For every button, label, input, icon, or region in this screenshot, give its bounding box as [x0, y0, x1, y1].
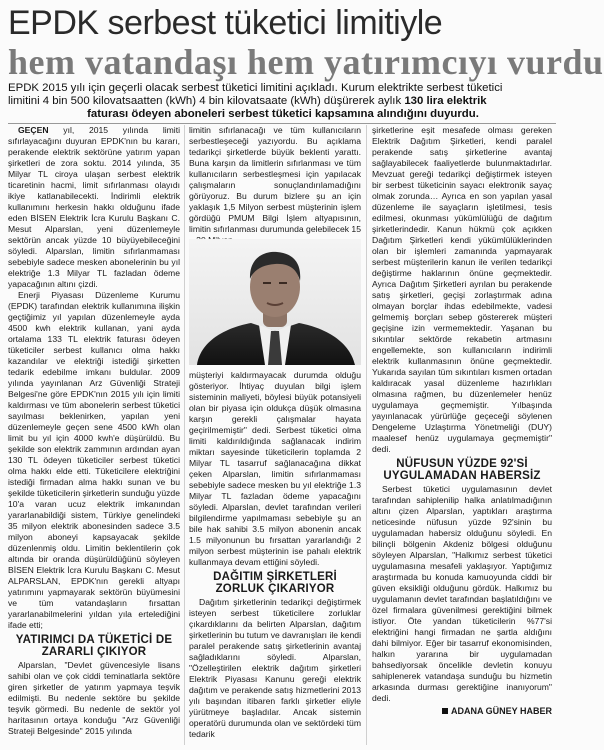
subtitle-line-3: faturası ödeyen aboneleri serbest tüketici kapsamına alındığını duyurdu. [87, 108, 479, 120]
subtitle [8, 82, 558, 121]
subtitle-divider [8, 123, 556, 124]
portrait-photo [189, 239, 361, 365]
subtitle-line-2-bold: 130 lira elektrik [404, 95, 487, 107]
paragraph: limitin sıfırlanacağı ve tüm kullanıcıların serbestleşeceği yazıyordu. Bu açıklama tedarikçi şirketlerde büyük beklenti yarattı. Buna karşın da limitlerin sıfırlanması ve tüm kullanıcıların serbestleşmesi için yapılacak çalışmaların sonuçlandırılamadığını görüyoruz. Bu durum bizlere şu an için yaklaşık 1,5 Milyon serbest müşterinin işlem gördüğü PMUM Bilgi İşlem altyapısının, limitin sıfırlanması durumunda gelebilecek 15 [189, 125, 361, 234]
article-column-2-top [189, 125, 361, 239]
paragraph: şirketlerine eşit mesafede olması gereken Elektrik Dağıtım Şirketleri, kendi paralel perakende satış şirketlerine avantaj sağlayabilecek faaliyetlerde bulunmaktadırlar. Mevzuat gereği tedarikçi değiştirmek isteyen bir serbest tüketicinin sayacı elektronik sayaç olmak zorunda… Ayrıca en son yapılan yasal düzenleme ile sayaçların işletilmesi, tesis edilmesi, okunması yükümlülüğü de dağıtım şirketlerindedir. Kanun hükmü çok açıkken Dağıtım Şirketleri kendi yükümlülüklerinden olan bir işlemleri zamanında yapmayarak serbest müşterilerin kanun ile verilen tedarikçi değiştirme haklarının önüne geçmektedir. Ayrıca Dağıtım Şirketleri ayrılan bu perakende satış şirketleri, geçişi zorlaştırmak adına olmayan borçlar ihdas edebilmekte, vadesi gelmemiş borçları sebep göstererek müşteri geçişine izin vermemektedir. Yaşanan bu sıkıntılar sektörde rekabetin artmasını engellemekte, son kullanıcıların indirimli elektrik kullanmasının önüne geçmektedir. Yukarıda sayılan tüm sıkıntıları kısmen ortadan kaldıracak yasal düzenleme hazırlıkları olmasına rağmen, bu düzenlemeler henüz uygulamaya geçmemiştir. Yılbaşında yayınlanacak yürürlüğe geçeceği söylenen Dengeleme Uzlaştırma Yönetmeliği (DUY) maalesef henüz uygulamaya geçmemiştir" dedi. [372, 125, 552, 454]
square-bullet-icon [442, 708, 448, 714]
paragraph [8, 125, 180, 290]
lead-word: GEÇEN [18, 125, 49, 135]
paragraph: Serbest tüketici uygulamasının devlet tarafından sahiplenilip halka anlatılmadığının altını çizen Alparslan, yaptıkları araştırma neticesinde nüfusun yüzde 92'sinin bu uygulamadan habersiz olduğunu söyledi. En bilinçli bölgenin Akdeniz bölgesi olduğunu söyleyen Alparslan, "Halkımız serbest tüketici uygulamasına mesafeli yaklaşıyor. Yaptığımız araştırmada bu konuda kamuoyunda ciddi bir güven eksikliği olduğunu gördük. Halkımız bu uygulamanın devlet tarafından başlatıldığını ve özel firmalara güvenilmesi gerektiğini bilmek istiyor. Öte yandan tüketicilerin %77'si elektriğini hangi firmadan ne şartla aldığını dahi bilmiyor. Eğer bir tasarruf ekonomisinden, halkın yararına bir uygulamadan bahsediyorsak öncelikle devletin konuyu sahiplenerek vatandaşa sunduğu bu hizmetin arkasında durması gerektiğine inanıyorum" dedi. [372, 484, 552, 703]
subtitle-line-2-text: limitini 4 bin 500 kilovatsaatten (kWh) 4 bin kilovatsaate (kWh) düşürerek aylık [8, 95, 405, 107]
subtitle-line-1: EPDK 2015 yılı için geçerli olacak serbest tüketici limitini açıkladı. Kurum elektrikte serbest tüketici [8, 82, 503, 94]
section-heading: YATIRIMCI DA TÜKETİCİ DE ZARARLI ÇIKIYOR [15, 634, 173, 658]
headline-line-1: EPDK serbest tüketici limitiyle [8, 4, 443, 42]
section-heading: DAĞITIM ŞİRKETLERİ ZORLUK ÇIKARIYOR [213, 571, 337, 595]
column-divider-1 [184, 125, 185, 745]
paragraph: müşteriyi kaldırmayacak durumda olduğu gösteriyor. İhtiyaç duyulan bilgi işlem sisteminin maliyeti, böylesi büyük potansiyeli olan bir piyasa için oldukça düşük olmasına karşın gerekli çalışmalar hayata geçirilmemiştir" dedi. Serbest tüketici olma limiti kaldırıldığında sağlanacak indirim miktarı sayesinde tüketicilerin toplamda 2 Milyar TL tasarruf sağlanacağına dikkat çeken Alparslan, limitin sıfırlanmaması sebebiyle sadece mesken bu yıl elektriğe 1.3 Milyar TL fazladan ödeme yapacağını söyledi. Alparslan, devlet tarafından verileri bilgilendirme yapılmaması sebebiyle şu an bile hak sahibi 3.5 milyon abonenin ancak 1.5 milyonunun bu fırsattan yararlandığı 2 milyon serbest müşterinin ise pahalı elektrik kullanmaya devam ettiğini söyledi. [189, 370, 361, 567]
column-divider-2 [366, 125, 367, 745]
source-credit [372, 706, 552, 717]
paragraph: Enerji Piyasası Düzenleme Kurumu (EPDK) tarafından elektrik kullanımına ilişkin geçtiğimiz yıl yapılan düzenlemeyle ayda 4500 kwh elektrik kullanan, yani ayda ortalama 133 TL elektrik faturası ödeyen tüketiciler serbest kullanıcı olma hakkı kazandılar ve elektriği istediği şirketten tedarik edebilme imkanı buldular. 2009 yılında yayınlanan Arz Güvenliği Strateji Belgesi'ne göre EPDK'nın 2015 yılı için limiti kaldırması ve tüm abonelerin serbest tüketici sayılması beklenirken, yapılan yeni düzenlemeyle geçen sene 4500 kWh olan limit bu yıl için 4000 kwh'e düşürüldü. Bu şekilde son elektrik zammının ardından ayan 130 TL ödeyen tüketiciler serbest tüketici olma hakkı elde etti. Tüketicilere elektriğini istediği firmadan alma hakkı sunan ve bu şekilde tüketicilerin şirketlerin sunduğu yüzde 10'a varan ucuz elektrik imkanından yararlanabildiği sistem, Türkiye genelindeki 35 milyon elektrik abonesinden sadece 3.5 milyon aboneyi kapsayacak şekilde düzenlenmiş oldu. Limitin beklentilerin çok altında bir oranda düşürüldüğünü söyleyen BİSEN Elektrik İcra Kurulu Başkanı C. Mesut ALPARSLAN, EPDK'nın gerekli altyapı yatırımını yapmayarak sektörün büyümesini ve tüm vatandaşların fırsattan yararlanabilmelerini yıldan yıla ertelediğini ifade etti; [8, 290, 180, 630]
source-credit-text: ADANA GÜNEY HABER [450, 706, 552, 716]
paragraph: Dağıtım şirketlerinin tedarikçi değiştirmek isteyen serbest tüketicilere zorluklar çıkardıklarını da belirten Alparslan, dağıtım şirketlerinin bu tutum ve davranışları ile kendi paralel perakende satış şirketlerinin avantaj sağladıklarını söyledi. Alparslan, "Özelleştirilen elektrik dağıtım şirketleri Elektrik Piyasası Kanunu gereği elektrik dağıtım ve perakende satış hizmetlerini 2013 yılı başından itibaren farklı şirketler eliyle yürütmeye başladılar. Ancak sistemin operatörü durumunda olan ve sektördeki tüm tedarik [189, 597, 361, 739]
paragraph-text: yıl, 2015 yılında limiti sıfırlayacağını duyuran EPDK'nın bu kararı, perakende elektrik sektörüne yatırım yapan şirketleri de zora soktu. 2014 yılında, 35 Milyar TL ciroya ulaşan serbest elektrik ticaretinin hacmi, limit sıfırlanması olayıdı ikiye katlanabilecekti. İndirimli elektrik kullanımını herkesin hakkı olduğunu ifade eden BİSEN Elektrik İcra Kurulu Başkanı C. Mesut Alparslan, yeni düzenlemeyle sektörün ancak yüzde 10 büyüyebileceğini söyledi. Alparslan, limitin sıfırlanmaması sebebiyle sadece mesken abonelerinin bu yıl elektriğe 1.3 Milyar TL fazladan ödeme yapacağının altını çizdi. [8, 125, 180, 289]
portrait-illustration [189, 239, 361, 365]
subtitle-line-2 [8, 95, 558, 108]
headline-line-2: hem vatandaşı hem yatırımcıyı vurdu [8, 42, 604, 82]
article-column-1 [8, 125, 180, 745]
section-heading: NÜFUSUN YÜZDE 92'Sİ UYGULAMADAN HABERSİZ [383, 458, 541, 482]
article-column-3 [372, 125, 552, 745]
article-column-2-bottom [189, 370, 361, 745]
paragraph: Alparslan, "Devlet güvencesiyle lisans sahibi olan ve çok ciddi teminatlarla sektöre giren şirketler de yatırım yapmaya teşvik edilmişti. Bu nedenle sektöre bu şekilde teşvik görmedi. Bu nedenle de sektör yol haritasının ortaya konduğu "Arz Güvenliği Strateji Belgesinde" 2015 yılında [8, 660, 180, 736]
